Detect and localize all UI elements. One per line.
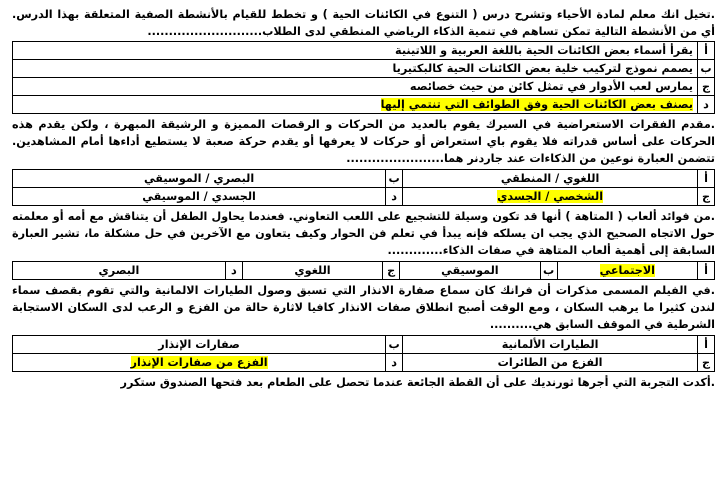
question-1-dots: ........................... [147, 25, 263, 38]
question-3-options [12, 261, 715, 280]
option-letter: ب [540, 262, 557, 280]
option-label: البصري [98, 264, 140, 277]
option-letter: د [386, 188, 403, 206]
option-label: يقرأ أسماء بعض الكائنات الحية باللغة العربية و اللاتينية [395, 44, 693, 57]
option-cell[interactable] [13, 262, 226, 280]
option-letter: أ [698, 336, 715, 354]
question-3-dots: ............. [387, 244, 443, 257]
option-label: الموسيقي [441, 264, 499, 277]
option-letter: أ [698, 262, 715, 280]
option-cell[interactable] [13, 354, 386, 372]
option-label: اللغوي [294, 264, 331, 277]
option-letter: ج [698, 78, 715, 96]
option-row[interactable] [13, 60, 715, 78]
option-letter: ج [383, 262, 400, 280]
worksheet-page [12, 6, 715, 391]
option-cell[interactable] [403, 354, 698, 372]
question-1 [12, 6, 715, 40]
option-letter: د [698, 96, 715, 114]
option-cell[interactable] [403, 170, 698, 188]
question-1-text: .تخيل انك معلم لمادة الأحياء وتشرح درس ( التنوع في الكائنات الحية ) و تخطط للقيام بالأنشطة الصفية المتعلقة بهذا الدرس. أي من الأنشطة التالية تمكن تساهم في تنمية الذكاء الرياضي المنطقي لدى الطلاب [12, 8, 715, 38]
option-cell[interactable] [13, 170, 386, 188]
option-cell[interactable] [13, 336, 386, 354]
option-label: الفزع من الطائرات [497, 356, 603, 369]
option-cell[interactable] [400, 262, 540, 280]
option-label-highlighted: الفزع من صفارات الإنذار [130, 356, 268, 369]
option-letter: ب [386, 170, 403, 188]
option-row[interactable] [13, 96, 715, 114]
question-4-dots: .......... [489, 318, 533, 331]
option-label: صفارات الإنذار [158, 338, 240, 351]
question-5 [12, 374, 715, 391]
option-text [13, 60, 698, 78]
option-label-highlighted: الشخصي / الجسدي [497, 190, 604, 203]
option-label-highlighted: الاجتماعي [599, 264, 656, 277]
question-3-text: .من فوائد ألعاب ( المتاهة ) أنها قد تكون وسيلة للتشجيع على اللعب التعاوني. فعندما يحاول الطفل أن يتناقش مع أمه أو معلمته حول الاتجاه الصحيح الذي يجب ان يسلكه فإنه يبدأ في تعلم فن الحوار وكيف يتعاون مع الآخرين في حل مشكلة ما، تشير العبارة السابقة إلى أهمية ألعاب المتاهة في صفات الذكاء [12, 210, 715, 257]
question-4-text: .في الفيلم المسمى مذكرات أن فرانك كان سماع صفارة الانذار التي تسبق وصول الطيارات الالمانية والتي تقوم بقصف سماء لندن كثيرا ما يرهب السكان ، ومع الوقت أصبح انطلاق صفات الانذار كافيا لاثارة حالة من الفزع و الرعب لدى السكان الاستجابة الشرطية في الموقف السابق هي [12, 284, 715, 331]
question-2-text: .مقدم الفقرات الاستعراضية في السيرك يقوم بالعديد من الحركات و الرقصات المميزة و الرشيقة المبهرة ، ولكن يقدم هذه الحركات على أساس قدراته فلا يقوم باي استعراض أو حركات لا يعرفها أو يقدم حركة صعبة لا يستطيع أداءها أمام المشاهدين. تتضمن العبارة نوعين من الذكاءات عند جاردنر هما [12, 118, 715, 165]
option-label: يمارس لعب الأدوار في تمثل كائن من حيث خصائصه [409, 80, 693, 93]
option-cell[interactable] [13, 188, 386, 206]
option-label: البصري / الموسيقي [143, 172, 255, 185]
option-letter: د [225, 262, 242, 280]
option-cell[interactable] [242, 262, 382, 280]
option-label: يصمم نموذج لتركيب خلية بعض الكائنات الحية كالبكتيريا [392, 62, 693, 75]
question-5-text: .أكدت التجربة التي أجرها ثورنديك على أن القطة الجائعة عندما تحصل على الطعام بعد فتحها الصندوق ستكرر [120, 376, 715, 389]
question-2-dots: ....................... [346, 152, 444, 165]
option-letter: ب [698, 60, 715, 78]
option-label: الطيارات الألمانية [501, 338, 599, 351]
option-text [13, 78, 698, 96]
question-3 [12, 208, 715, 259]
option-text [13, 42, 698, 60]
option-letter: ج [698, 188, 715, 206]
option-text [13, 96, 698, 114]
option-row[interactable] [13, 78, 715, 96]
option-letter: ب [386, 336, 403, 354]
option-letter: ج [698, 354, 715, 372]
option-letter: د [386, 354, 403, 372]
option-label-highlighted: يصنف بعض الكائنات الحية وفق الطوائف التي تنتمي إليها [380, 98, 693, 111]
question-4-options [12, 335, 715, 372]
option-row[interactable] [13, 42, 715, 60]
option-cell[interactable] [403, 336, 698, 354]
question-2 [12, 116, 715, 167]
question-2-options [12, 169, 715, 206]
question-1-options [12, 41, 715, 114]
option-cell[interactable] [403, 188, 698, 206]
option-letter: أ [698, 170, 715, 188]
option-cell[interactable] [557, 262, 697, 280]
option-label: الجسدي / الموسيقي [142, 190, 256, 203]
question-4 [12, 282, 715, 333]
option-label: اللغوي / المنطقي [500, 172, 600, 185]
option-letter: أ [698, 42, 715, 60]
